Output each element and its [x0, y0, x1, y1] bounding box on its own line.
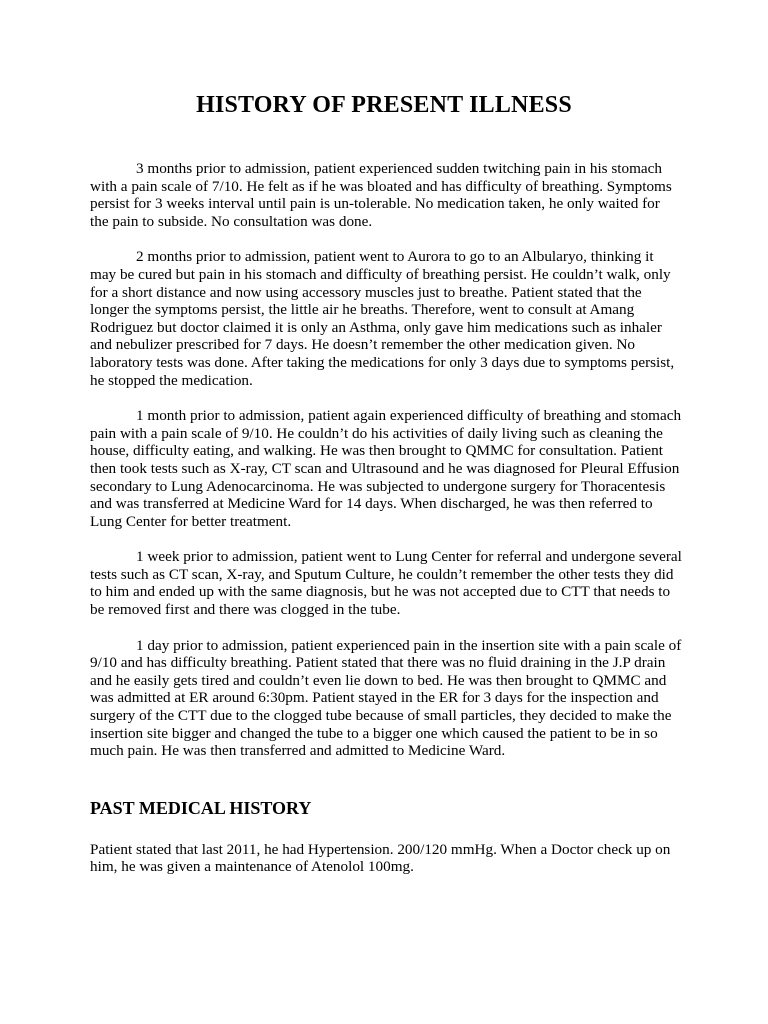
past-medical-history-text: Patient stated that last 2011, he had Hypertension. 200/120 mmHg. When a Doctor check up on him, he was given a maintenance of Atenolol 100mg.: [90, 840, 671, 876]
page-title: HISTORY OF PRESENT ILLNESS: [196, 92, 572, 118]
document-body: [90, 160, 682, 876]
paragraph-2-months: 2 months prior to admission, patient went to Aurora to go to an Albularyo, thinking it may be cured but pain in his stomach and difficulty of breathing persist. He couldn’t walk, only for a short distance and now using accessory muscles just to breathe. Patient stated that the longer the symptoms persist, the little air he breaths. Therefore, went to consult at Amang Rodriguez but doctor claimed it is only an Asthma, only gave him medications such as inhaler and nebulizer prescribed for 7 days. He doesn’t remember the other medication given. No laboratory tests was done. After taking the medications for only 3 days due to symptoms persist, he stopped the medication.: [90, 248, 675, 389]
past-medical-history-heading: PAST MEDICAL HISTORY: [90, 797, 312, 818]
paragraph-1-month: 1 month prior to admission, patient again experienced difficulty of breathing and stomach pain with a pain scale of 9/10. He couldn’t do his activities of daily living such as cleaning the house, difficulty eating, and walking. He was then brought to QMMC for consultation. Patient then took tests such as X-ray, CT scan and Ultrasound and he was diagnosed for Pleural Effusion secondary to Lung Adenocarcinoma. He was subjected to undergone surgery for Thoracentesis and was transferred at Medicine Ward for 14 days. When discharged, he was then referred to Lung Center for better treatment.: [90, 407, 682, 530]
paragraph-3-months: 3 months prior to admission, patient experienced sudden twitching pain in his stomach with a pain scale of 7/10. He felt as if he was bloated and has difficulty of breathing. Symptoms persist for 3 weeks interval until pain is un-tolerable. No medication taken, he only waited for the pain to subside. No consultation was done.: [90, 160, 672, 230]
paragraph-1-day: 1 day prior to admission, patient experienced pain in the insertion site with a pain scale of 9/10 and has difficulty breathing. Patient stated that there was no fluid draining in the J.P drain and he easily gets tired and couldn’t even lie down to bed. He was then brought to QMMC and was admitted at ER around 6:30pm. Patient stayed in the ER for 3 days for the inspection and surgery of the CTT due to the clogged tube because of small particles, they decided to make the insertion site bigger and changed the tube to a bigger one which caused the patient to be in so much pain. He was then transferred and admitted to Medicine Ward.: [90, 636, 682, 760]
paragraph-1-week: 1 week prior to admission, patient went to Lung Center for referral and undergone several tests such as CT scan, X-ray, and Sputum Culture, he couldn’t remember the other tests they did to him and ended up with the same diagnosis, but he was not accepted due to CTT that needs to be removed first and there was clogged in the tube.: [90, 548, 682, 619]
